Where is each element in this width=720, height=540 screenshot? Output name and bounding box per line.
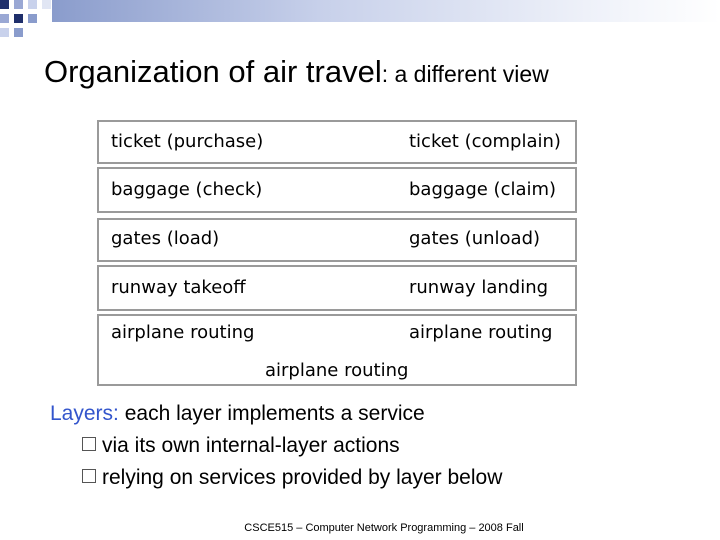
layer-right-label: gates (unload) <box>409 228 541 249</box>
layer-box-ticket <box>97 120 577 164</box>
header-decoration <box>0 0 720 40</box>
square-bullet-icon <box>82 469 96 483</box>
deco-square <box>0 14 9 23</box>
layers-text-block <box>50 398 502 494</box>
layer-right-label: ticket (complain) <box>409 131 561 152</box>
layer-right-label: airplane routing <box>409 322 553 343</box>
deco-square <box>0 0 9 9</box>
deco-square <box>42 0 51 9</box>
layers-description: each layer implements a service <box>118 402 425 425</box>
slide-title-sub: : a different view <box>381 61 549 87</box>
slide-title-main: Organization of air travel <box>44 54 382 89</box>
layer-left-label: airplane routing <box>111 322 255 343</box>
bullet-item <box>50 462 502 494</box>
deco-square <box>0 28 9 37</box>
square-bullet-icon <box>82 437 96 451</box>
layer-left-label: gates (load) <box>111 228 220 249</box>
deco-square <box>14 0 23 9</box>
layer-left-label: baggage (check) <box>111 179 263 200</box>
layer-box-baggage <box>97 167 577 213</box>
layer-box-routing <box>97 314 577 386</box>
layer-right-label: runway landing <box>409 277 549 298</box>
slide-footer <box>0 522 720 534</box>
deco-square <box>28 0 37 9</box>
deco-square <box>14 28 23 37</box>
bullet-text: relying on services provided by layer below <box>102 466 503 489</box>
layer-center-label: airplane routing <box>265 360 409 381</box>
layer-box-runway <box>97 265 577 311</box>
deco-square <box>14 14 23 23</box>
deco-square <box>28 14 37 23</box>
slide-title <box>44 54 549 90</box>
bullet-text: via its own internal-layer actions <box>102 434 400 457</box>
layer-right-label: baggage (claim) <box>409 179 557 200</box>
layer-box-gates <box>97 218 577 262</box>
bullet-item <box>50 430 502 462</box>
layers-line <box>50 398 502 430</box>
layer-left-label: runway takeoff <box>111 277 246 298</box>
layers-label: Layers: <box>50 402 119 425</box>
footer-text: CSCE515 – Computer Network Programming – 2008 Fall <box>244 522 524 534</box>
layer-left-label: ticket (purchase) <box>111 131 264 152</box>
header-gradient-bar <box>52 0 720 22</box>
